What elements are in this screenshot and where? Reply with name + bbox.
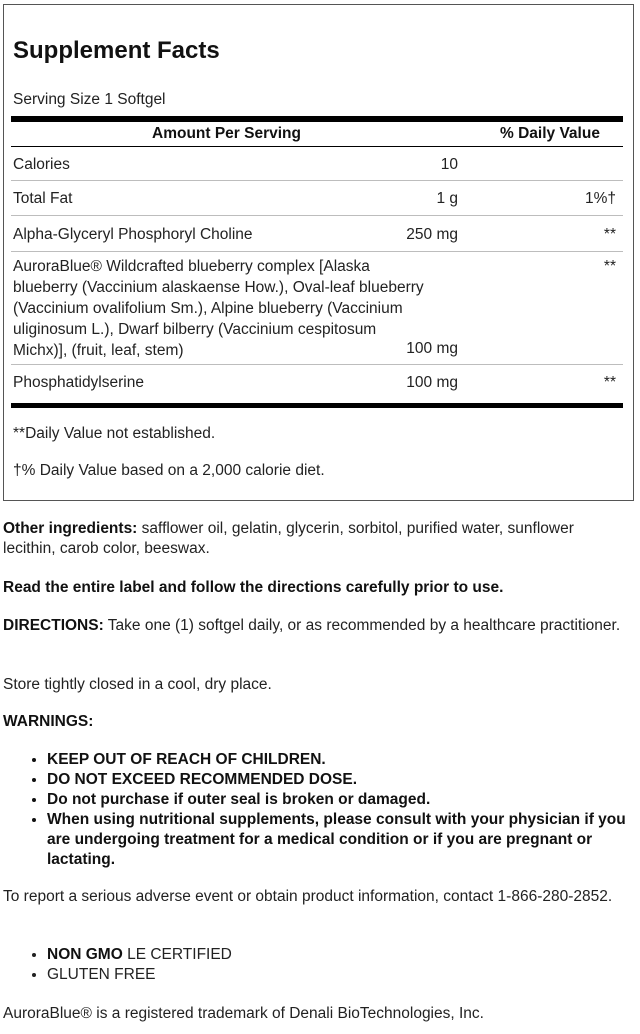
- warning-item: • When using nutritional supplements, please consult with your physician if you are undergoing treatment for a medical condition or if you are pregnant or lactating.: [47, 810, 637, 870]
- storage-instructions: Store tightly closed in a cool, dry place.: [3, 676, 272, 693]
- nutrient-amount-alpha-gpc: 250 mg: [406, 226, 458, 243]
- certifications-list: [3, 945, 637, 985]
- warning-item: • Do not purchase if outer seal is broken or damaged.: [47, 790, 637, 810]
- other-ingredients: [3, 519, 628, 559]
- nutrient-name-aurorablue: AuroraBlue® Wildcrafted blueberry complex [Alaska blueberry (Vaccinium alaskaense How.), Oval-leaf blueberry (Vaccinium ovalifolium Sm.), Alpine blueberry (Vaccinium uliginosum L.), Dwarf bilberry (Vaccinium cespitosum Michx)], (fruit, leaf, stem): [13, 258, 424, 359]
- amount-per-serving-header: Amount Per Serving: [152, 125, 301, 142]
- warning-item: • KEEP OUT OF REACH OF CHILDREN.: [47, 750, 637, 770]
- thick-divider: [11, 116, 623, 122]
- other-ingredients-text: safflower oil, gelatin, glycerin, sorbitol, purified water, sunflower lecithin, carob color, beeswax.: [3, 520, 574, 557]
- nutrient-name-calories: Calories: [13, 156, 70, 173]
- directions-text: Take one (1) softgel daily, or as recommended by a healthcare practitioner.: [103, 617, 621, 634]
- facts-title: Supplement Facts: [13, 37, 220, 64]
- gluten-free-item: • GLUTEN FREE: [47, 965, 637, 985]
- row-divider: [11, 364, 623, 365]
- nutrient-dv-phosphatidylserine: **: [603, 374, 616, 391]
- directions: [3, 616, 628, 636]
- serving-size: Serving Size 1 Softgel: [13, 91, 166, 108]
- nutrient-amount-total-fat: 1 g: [436, 190, 458, 207]
- footnote-daily-value-not-established: **Daily Value not established.: [13, 425, 216, 442]
- warning-item: • DO NOT EXCEED RECOMMENDED DOSE.: [47, 770, 637, 790]
- non-gmo-label: NON GMO: [47, 946, 123, 963]
- header-divider: [11, 146, 623, 147]
- adverse-event-contact: To report a serious adverse event or obtain product information, contact 1-866-280-2852.: [3, 888, 613, 905]
- other-ingredients-label: Other ingredients:: [3, 520, 138, 537]
- nutrient-name-phosphatidylserine: Phosphatidylserine: [13, 374, 144, 391]
- nutrient-amount-calories: 10: [440, 156, 458, 173]
- directions-label: DIRECTIONS:: [3, 617, 104, 634]
- row-divider: [11, 251, 623, 252]
- row-divider: [11, 215, 623, 216]
- nutrient-name-total-fat: Total Fat: [13, 190, 73, 207]
- row-divider: [11, 180, 623, 181]
- nutrient-amount-phosphatidylserine: 100 mg: [406, 374, 458, 391]
- nutrient-dv-aurorablue: **: [603, 258, 616, 275]
- warnings-heading: WARNINGS:: [3, 713, 94, 730]
- nutrient-dv-alpha-gpc: **: [603, 226, 616, 243]
- nutrient-amount-aurorablue: 100 mg: [406, 340, 458, 357]
- non-gmo-item: [47, 945, 637, 965]
- nutrient-dv-total-fat: 1%†: [584, 190, 616, 207]
- nutrient-name-alpha-gpc: Alpha-Glyceryl Phosphoryl Choline: [13, 226, 253, 243]
- bottom-thick-divider: [11, 403, 623, 408]
- trademark-notice: AuroraBlue® is a registered trademark of Denali BioTechnologies, Inc.: [3, 1005, 484, 1022]
- read-label-notice: Read the entire label and follow the directions carefully prior to use.: [3, 579, 504, 596]
- daily-value-header: % Daily Value: [500, 125, 600, 142]
- non-gmo-certified-text: LE CERTIFIED: [122, 946, 232, 963]
- warnings-list: [3, 750, 637, 870]
- footnote-calorie-diet: †% Daily Value based on a 2,000 calorie diet.: [13, 462, 325, 479]
